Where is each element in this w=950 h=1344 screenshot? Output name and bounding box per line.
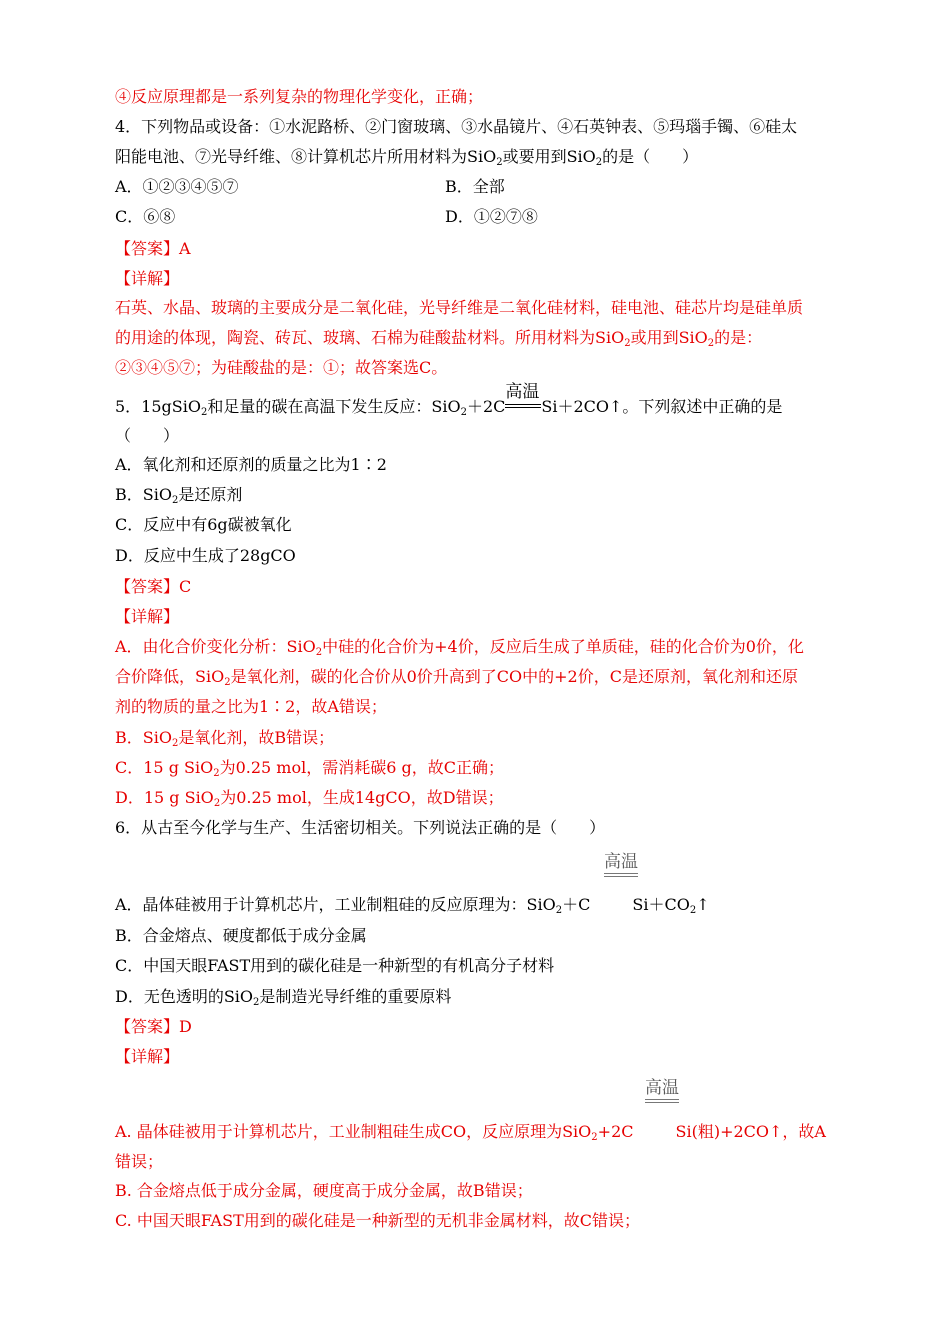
q4-stem-line2: 阳能电池、⑦光导纤维、⑧计算机芯片所用材料为SiO$_2$或要用到SiO$_2$的是（ ） bbox=[115, 147, 699, 168]
q4-detail-line1: 石英、水晶、玻璃的主要成分是二氧化硅，光导纤维是二氧化硅材料，硅电池、硅芯片均是硅单质 bbox=[115, 298, 804, 317]
q5-detail-line1: A．由化合价变化分析：SiO$_2$中硅的化合价为+4价，反应后生成了单质硅，硅的化合价为0价，化 bbox=[115, 637, 804, 658]
q6-answer: 【答案】D bbox=[115, 1017, 192, 1036]
q5-stem-line1: 5．15gSiO$_2$和足量的碳在高温下发生反应：SiO$_2$＋2C 高温 Si＋2CO↑。下列叙述中正确的是 bbox=[115, 382, 783, 418]
q4-detail-line3: ②③④⑤⑦；为硅酸盐的是：①；故答案选C。 bbox=[115, 358, 448, 377]
q5-stem-line2: （ ） bbox=[115, 426, 180, 445]
q4-detail-line2: 的用途的体现，陶瓷、砖瓦、玻璃、石棉为硅酸盐材料。所用材料为SiO$_2$或用到SiO$_2$的是： bbox=[115, 328, 763, 349]
q4-option-d: D．①②⑦⑧ bbox=[445, 207, 538, 226]
q6-option-c: C．中国天眼FAST用到的碳化硅是一种新型的有机高分子材料 bbox=[115, 956, 555, 975]
q4-option-a: A．①②③④⑤⑦ bbox=[115, 177, 239, 196]
q5-option-d: D．反应中生成了28gCO bbox=[115, 546, 296, 565]
q6-stem: 6．从古至今化学与生产、生活密切相关。下列说法正确的是（ ） bbox=[115, 818, 606, 837]
q5-detail-line3: 剂的物质的量之比为1∶2，故A错误； bbox=[115, 697, 387, 716]
q5-reaction-condition: 高温 bbox=[505, 397, 541, 417]
q5-option-a: A．氧化剂和还原剂的质量之比为1∶2 bbox=[115, 455, 387, 474]
q5-answer: 【答案】C bbox=[115, 577, 192, 596]
q6-detail-line2: 错误； bbox=[115, 1152, 164, 1171]
q5-detail-line6: D．15 g SiO$_2$为0.25 mol，生成14gCO，故D错误； bbox=[115, 788, 504, 809]
q6-detail-label: 【详解】 bbox=[115, 1047, 180, 1066]
q5-detail-line5: C．15 g SiO$_2$为0.25 mol，需消耗碳6 g，故C正确； bbox=[115, 758, 504, 779]
q6-detail-line3: B. 合金熔点低于成分金属，硬度高于成分金属，故B错误； bbox=[115, 1181, 533, 1200]
q6-option-b: B．合金熔点、硬度都低于成分金属 bbox=[115, 926, 367, 945]
q6-option-a-condition: 高温 bbox=[604, 852, 638, 877]
q6-detail-condition: 高温 bbox=[645, 1078, 679, 1103]
q4-stem-line1: 4．下列物品或设备：①水泥路桥、②门窗玻璃、③水晶镜片、④石英钟表、⑤玛瑙手镯、⑥硅太 bbox=[115, 117, 798, 136]
q3-tail-line: ④反应原理都是一系列复杂的物理化学变化，正确； bbox=[115, 87, 484, 106]
q5-option-b: B．SiO$_2$是还原剂 bbox=[115, 485, 243, 506]
q4-option-b: B．全部 bbox=[445, 177, 505, 196]
q6-option-d: D．无色透明的SiO$_2$是制造光导纤维的重要原料 bbox=[115, 987, 452, 1008]
q6-option-a: A．晶体硅被用于计算机芯片，工业制粗硅的反应原理为：SiO$_2$＋C $Si+CO_2↑$ bbox=[115, 895, 710, 916]
q6-detail-line1: A. 晶体硅被用于计算机芯片，工业制粗硅生成CO，反应原理为SiO$_2$+2C Si(粗)+2CO↑，故A bbox=[115, 1122, 826, 1143]
q5-detail-label: 【详解】 bbox=[115, 607, 180, 626]
q6-detail-line4: C. 中国天眼FAST用到的碳化硅是一种新型的无机非金属材料，故C错误； bbox=[115, 1211, 640, 1230]
q4-option-c: C．⑥⑧ bbox=[115, 207, 176, 226]
q4-detail-label: 【详解】 bbox=[115, 269, 180, 288]
q5-detail-line2: 合价降低，SiO$_2$是氧化剂，碳的化合价从0价升高到了CO中的+2价，C是还原剂，氧化剂和还原 bbox=[115, 667, 798, 688]
q5-detail-line4: B．SiO$_2$是氧化剂，故B错误； bbox=[115, 728, 335, 749]
q4-answer: 【答案】A bbox=[115, 239, 191, 258]
q5-option-c: C．反应中有6g碳被氧化 bbox=[115, 515, 292, 534]
